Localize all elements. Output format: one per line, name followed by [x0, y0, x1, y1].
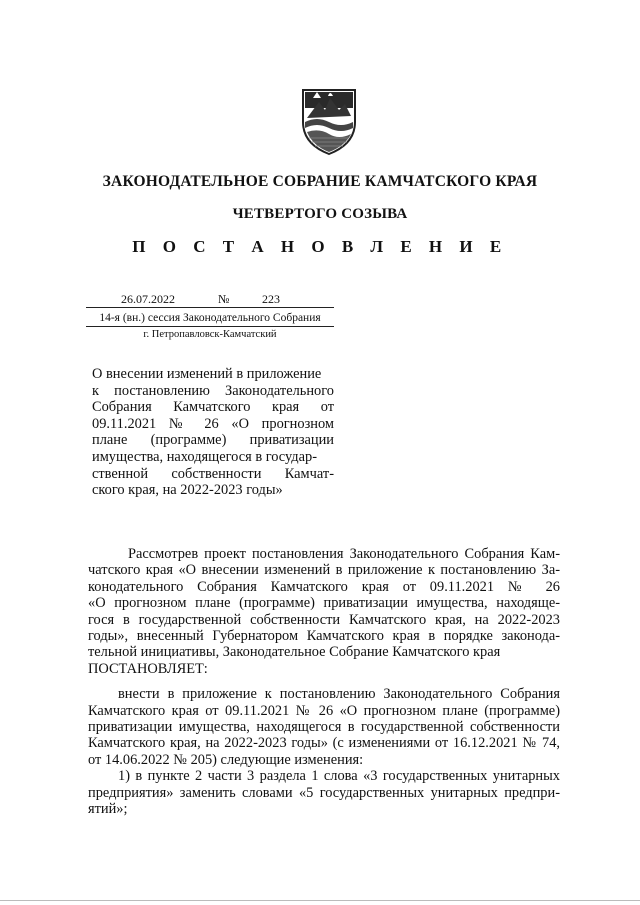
subject-line: к постановлению Законодательного	[92, 382, 334, 399]
body-line: гося в государственной собственности Камчатского края, на 2022-2023	[88, 611, 560, 628]
session-line: 14-я (вн.) сессия Законодательного Собрания	[86, 312, 334, 327]
page-bottom-edge	[0, 900, 640, 901]
document-number: 223	[262, 292, 280, 306]
kamchatka-coat-of-arms-icon	[299, 88, 359, 156]
body-line: годы», внесенный Губернатором Камчатского края в порядке законода-	[88, 628, 560, 645]
subject-line: ского края, на 2022-2023 годы»	[92, 482, 283, 499]
body-line: чатского края «О внесении изменений в приложение к постановлению За-	[88, 562, 560, 579]
assembly-name: ЗАКОНОДАТЕЛЬНОЕ СОБРАНИЕ КАМЧАТСКОГО КРАЯ	[102, 173, 538, 190]
convocation: ЧЕТВЕРТОГО СОЗЫВА	[232, 206, 408, 222]
document-date: 26.07.2022	[121, 292, 175, 306]
body-line: приватизации имущества, находящегося в государственной собственности	[88, 719, 560, 736]
date-number-line	[86, 292, 334, 308]
body-line: ятий»;	[88, 801, 128, 818]
body-line: предприятия» заменить словами «5 государственных унитарных предпри-	[88, 784, 560, 801]
body-line: «О прогнозном плане (программе) приватизации имущества, находяще-	[88, 595, 560, 612]
body-line: Камчатского края от 09.11.2021 № 26 «О прогнозном плане (программе)	[88, 702, 560, 719]
document-subject	[92, 366, 334, 499]
number-sign: №	[218, 292, 230, 306]
body-line: Камчатского края, на 2022-2023 годы» (с изменениями от 16.12.2021 № 74,	[88, 735, 560, 752]
body-line: тельной инициативы, Законодательное Собрание Камчатского края	[88, 644, 501, 661]
body-line: конодательного Собрания Камчатского края от 09.11.2021 № 26	[88, 578, 560, 595]
document-type-title: П О С Т А Н О В Л Е Н И Е	[132, 237, 508, 256]
body-line: от 14.06.2022 № 205) следующие изменения:	[88, 751, 364, 768]
subject-line: имущества, находящегося в государ-	[92, 448, 317, 465]
body-line: ПОСТАНОВЛЯЕТ:	[88, 660, 208, 677]
body-line: Рассмотрев проект постановления Законодательного Собрания Кам-	[128, 546, 560, 562]
subject-line: 09.11.2021 № 26 «О прогнозном	[92, 415, 334, 432]
subject-line: плане (программе) приватизации	[92, 432, 334, 449]
body-line: 1) в пункте 2 части 3 раздела 1 слова «3 государственных унитарных	[118, 768, 560, 785]
body-line: внести в приложение к постановлению Законодательного Собрания	[118, 686, 560, 703]
document-body	[88, 546, 560, 818]
subject-line: ственной собственности Камчат-	[92, 465, 334, 482]
subject-line: Собрания Камчатского края от	[92, 399, 334, 416]
city-line: г. Петропавловск-Камчатский	[143, 329, 277, 340]
subject-line: О внесении изменений в приложение	[92, 366, 322, 382]
